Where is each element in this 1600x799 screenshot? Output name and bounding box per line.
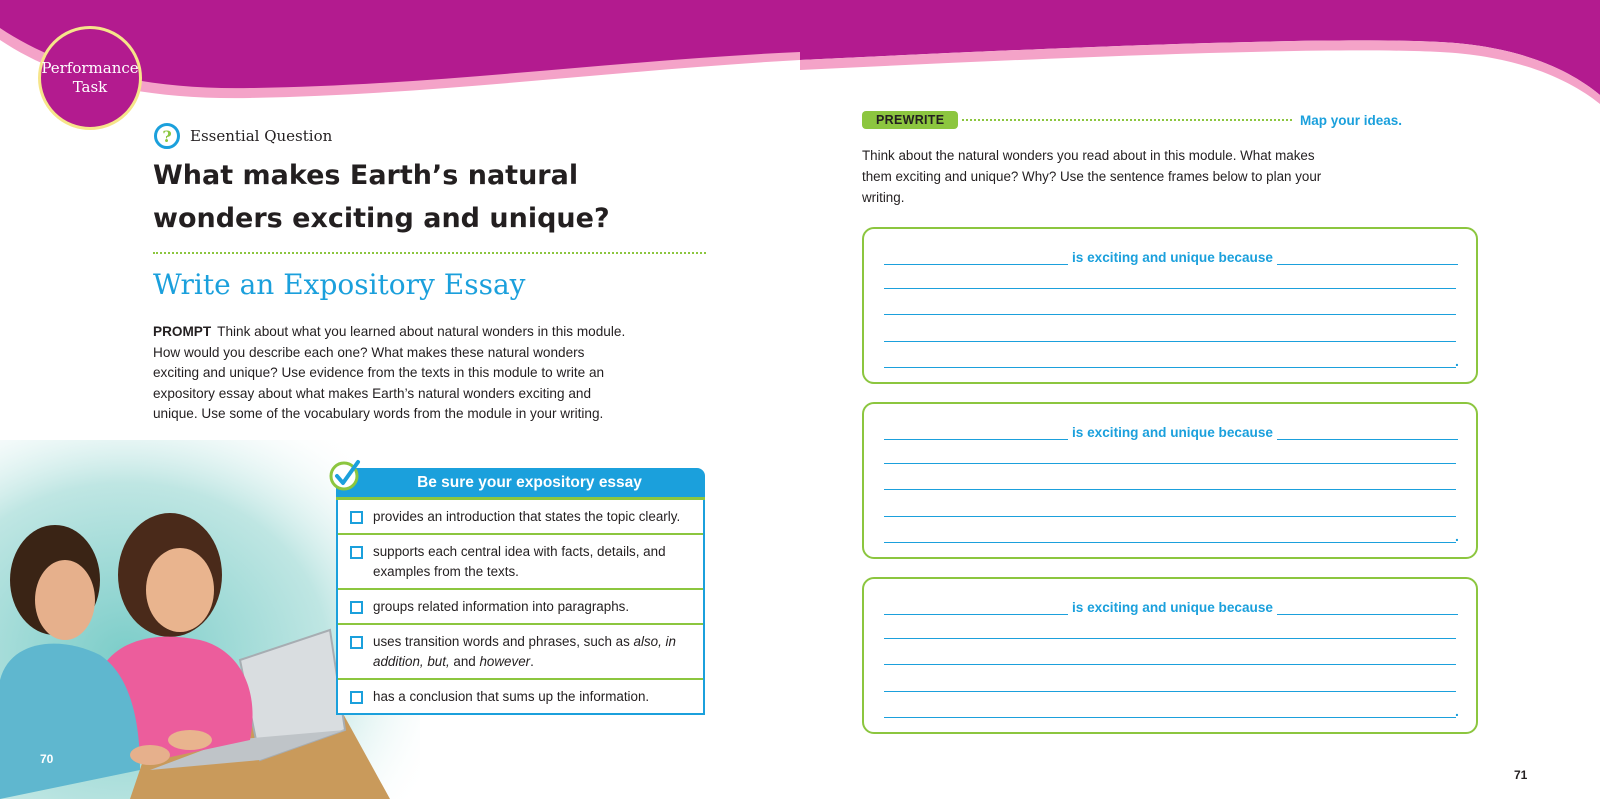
- writing-line[interactable]: [884, 463, 1456, 464]
- writing-line[interactable]: [884, 341, 1456, 342]
- blank-line-input[interactable]: [884, 248, 1068, 265]
- checklist-item[interactable]: [338, 623, 703, 678]
- sentence-frame-first-line: [884, 422, 1458, 440]
- checklist-item[interactable]: [338, 500, 703, 533]
- prewrite-intro: Think about the natural wonders you read about in this module. What makes them exciting and unique? Why? Use the sentence frames below to plan your writing.: [862, 148, 1322, 205]
- checkbox-icon[interactable]: [350, 546, 363, 559]
- writing-line[interactable]: [884, 489, 1456, 490]
- text-part: and: [449, 654, 480, 669]
- checklist-item-text: supports each central idea with facts, details, and examples from the texts.: [373, 544, 666, 579]
- checkmark-icon: [328, 458, 364, 494]
- blank-line-input[interactable]: [884, 598, 1068, 615]
- essential-question-text: What makes Earth’s natural wonders exciting and unique?: [153, 160, 610, 234]
- sentence-frame-text: is exciting and unique because: [1072, 600, 1273, 615]
- checklist-item-text: has a conclusion that sums up the information.: [373, 689, 650, 704]
- checkbox-icon[interactable]: [350, 636, 363, 649]
- checklist-item-text: provides an introduction that states the topic clearly.: [373, 509, 681, 524]
- section-title: Write an Expository Essay: [153, 268, 526, 301]
- checklist-items: [336, 500, 705, 715]
- blank-line-input[interactable]: [884, 423, 1068, 440]
- question-mark-icon: ?: [154, 123, 180, 149]
- dotted-divider: [153, 252, 706, 254]
- blank-line-input[interactable]: [1277, 598, 1458, 615]
- checklist-item-text: groups related information into paragraphs.: [373, 599, 630, 614]
- writing-line[interactable]: [884, 288, 1456, 289]
- writing-line[interactable]: [884, 314, 1456, 315]
- essential-question-label: Essential Question: [190, 127, 333, 145]
- prompt-paragraph: [153, 322, 633, 425]
- dotted-leader: [962, 119, 1292, 121]
- blank-line-input[interactable]: [1277, 423, 1458, 440]
- sentence-frame-text: is exciting and unique because: [1072, 425, 1273, 440]
- text-italic: also, in addition, but,: [373, 634, 676, 669]
- prompt-label: PROMPT: [153, 324, 212, 339]
- text-part: uses transition words and phrases, such as: [373, 634, 634, 649]
- sentence-period: .: [1455, 353, 1459, 369]
- prompt-text: Think about what you learned about natural wonders in this module. How would you describe each one? What makes these natural wonders exciting and unique? Use evidence from the texts in this module to write an expository essay about what makes Earth’s natural wonders exciting and unique. Use some of the vocabulary words from the module in your writing.: [153, 324, 626, 422]
- checkbox-icon[interactable]: [350, 511, 363, 524]
- sentence-frame: [862, 577, 1478, 734]
- writing-line[interactable]: [884, 516, 1456, 517]
- page-number-left: 70: [40, 752, 54, 766]
- sentence-frame: [862, 227, 1478, 384]
- sentence-period: .: [1455, 528, 1459, 544]
- text-italic: however: [479, 654, 531, 669]
- text-part: .: [530, 654, 534, 669]
- sentence-period: .: [1455, 703, 1459, 719]
- checklist-item[interactable]: [338, 678, 703, 713]
- right-page: [800, 0, 1600, 799]
- page-number-right: 71: [1514, 768, 1528, 782]
- writing-line[interactable]: [884, 691, 1456, 692]
- blank-line-input[interactable]: [1277, 248, 1458, 265]
- writing-line[interactable]: [884, 664, 1456, 665]
- writing-line[interactable]: [884, 367, 1456, 368]
- checklist-item[interactable]: [338, 588, 703, 623]
- checklist-item[interactable]: [338, 533, 703, 588]
- essay-checklist: [336, 468, 705, 715]
- sentence-frame-first-line: [884, 597, 1458, 615]
- sentence-frame: [862, 402, 1478, 559]
- writing-line[interactable]: [884, 717, 1456, 718]
- checklist-item-text: [373, 632, 693, 672]
- prewrite-tag: PREWRITE: [862, 111, 958, 129]
- checkbox-icon[interactable]: [350, 601, 363, 614]
- sentence-frame-first-line: [884, 247, 1458, 265]
- writing-line[interactable]: [884, 542, 1456, 543]
- checklist-title: Be sure your expository essay: [336, 468, 705, 500]
- checkbox-icon[interactable]: [350, 691, 363, 704]
- prewrite-header: [862, 110, 1402, 130]
- essential-question-row: [154, 120, 332, 152]
- sentence-frame-text: is exciting and unique because: [1072, 250, 1273, 265]
- performance-task-badge: Performance Task: [38, 26, 142, 130]
- prewrite-heading: Map your ideas.: [1299, 112, 1402, 128]
- writing-line[interactable]: [884, 638, 1456, 639]
